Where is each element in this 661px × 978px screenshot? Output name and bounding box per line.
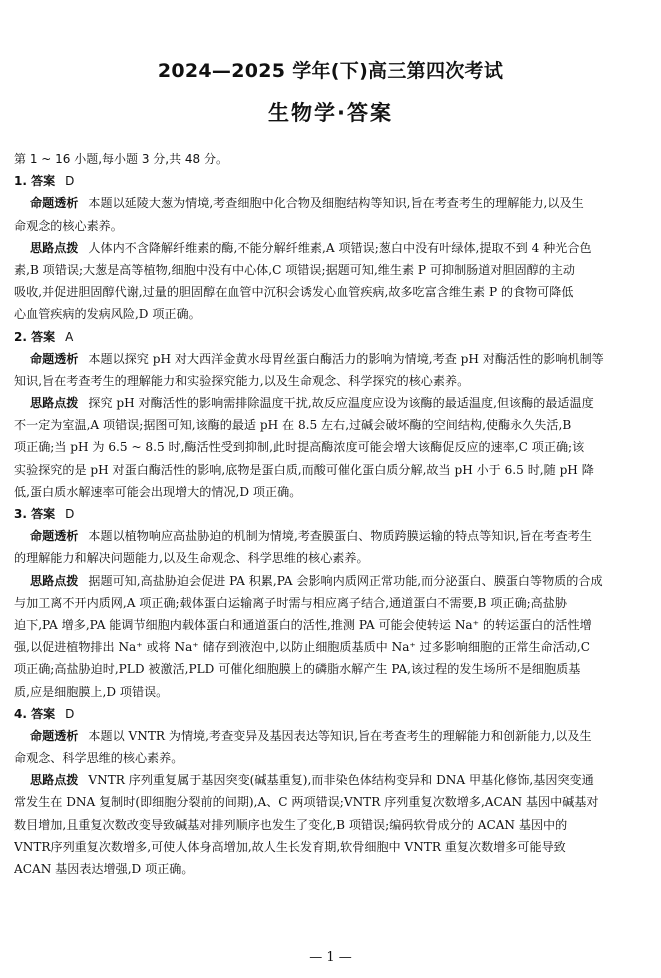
hint-line <box>14 281 648 303</box>
analysis-label: 命题透析 <box>30 529 79 544</box>
hint-text: 质,应是细胞膜上,D 项错误。 <box>14 684 169 699</box>
hint-text: 不一定为室温,A 项错误;据图可知,该酶的最适 pH 在 8.5 左右,过碱会破坏酶的空间结构,使酶永久失活,B <box>14 418 572 433</box>
analysis-text: 的理解能力和解决问题能力,以及生命观念、科学思维的核心素养。 <box>14 551 369 566</box>
hint-line <box>14 658 648 680</box>
analysis-line <box>14 192 648 214</box>
hint-text: 探究 pH 对酶活性的影响需排除温度干扰,故反应温度应设为该酶的最适温度,但该酶的最适温度 <box>88 396 594 411</box>
hint-text: 常发生在 DNA 复制时(即细胞分裂前的间期),A、C 两项错误;VNTR 序列重复次数增多,ACAN 基因中碱基对 <box>14 795 599 810</box>
hint-text: 实验探究的是 pH 对蛋白酶活性的影响,底物是蛋白质,而酸可催化蛋白质分解,故当 pH 小于 6.5 时,随 pH 降 <box>14 462 594 477</box>
question-block <box>14 703 648 881</box>
analysis-line <box>14 348 648 370</box>
analysis-line <box>14 547 648 569</box>
hint-line <box>14 237 648 259</box>
analysis-label: 命题透析 <box>30 351 79 366</box>
analysis-text: 知识,旨在考查考生的理解能力和实验探究能力,以及生命观念、科学探究的核心素养。 <box>14 373 470 388</box>
analysis-label: 命题透析 <box>30 196 79 211</box>
hint-text: 项正确;当 pH 为 6.5 ~ 8.5 时,酶活性受到抑制,此时提高酶浓度可能会增大该酶促反应的速率,C 项正确;该 <box>14 440 585 455</box>
analysis-line <box>14 370 648 392</box>
hint-line <box>14 836 648 858</box>
hint-text: VNTR 序列重复属于基因突变(碱基重复),而非染色体结构变异和 DNA 甲基化修饰,基因突变通 <box>88 773 594 788</box>
hint-line <box>14 259 648 281</box>
hint-line <box>14 570 648 592</box>
analysis-text: 本题以植物响应高盐胁迫的机制为情境,考查膜蛋白、物质跨膜运输的特点等知识,旨在考查考生 <box>88 529 592 544</box>
analysis-text: 命观念的核心素养。 <box>14 218 123 233</box>
analysis-text: 本题以探究 pH 对大西洋金黄水母胃丝蛋白酶活力的影响为情境,考查 pH 对酶活性的影响机制等 <box>88 351 604 366</box>
analysis-text: 本题以延陵大葱为情境,考查细胞中化合物及细胞结构等知识,旨在考查考生的理解能力,以及生 <box>88 196 584 211</box>
analysis-line <box>14 725 648 747</box>
hint-text: 强,以促进植物排出 Na⁺ 或将 Na⁺ 储存到液泡中,以防止细胞质基质中 Na⁺ 过多影响细胞的正常生命活动,C <box>14 640 590 655</box>
hint-text: ACAN 基因表达增强,D 项正确。 <box>14 862 194 876</box>
hint-line <box>14 681 648 703</box>
question-number-label: 3. 答案 <box>14 507 56 521</box>
question-answer-line <box>14 326 648 348</box>
answer-content <box>14 148 648 880</box>
hint-line <box>14 858 648 880</box>
hint-label: 思路点拨 <box>30 773 79 788</box>
hint-line <box>14 614 648 636</box>
question-answer-line <box>14 170 648 192</box>
hint-text: 素,B 项错误;大葱是高等植物,细胞中没有中心体,C 项错误;据题可知,维生素 P 可抑制肠道对胆固醇的主动 <box>14 262 576 277</box>
question-list <box>14 170 648 880</box>
hint-line <box>14 303 648 325</box>
analysis-text: 本题以 VNTR 为情境,考查变异及基因表达等知识,旨在考查考生的理解能力和创新能力,以及生 <box>88 728 592 743</box>
question-block <box>14 170 648 325</box>
hint-line <box>14 769 648 791</box>
hint-text: 数目增加,且重复次数改变导致碱基对排列顺序也发生了变化,B 项错误;编码软骨成分的 ACAN 基因中的 <box>14 817 568 832</box>
answer-letter: D <box>65 706 75 721</box>
hint-label: 思路点拨 <box>30 573 79 588</box>
question-answer-line <box>14 503 648 525</box>
hint-line <box>14 481 648 503</box>
hint-line <box>14 414 648 436</box>
question-block <box>14 503 648 703</box>
question-number-label: 4. 答案 <box>14 706 56 721</box>
hint-text: 据题可知,高盐胁迫会促进 PA 积累,PA 会影响内质网正常功能,而分泌蛋白、膜蛋白等物质的合成 <box>88 573 603 588</box>
hint-line <box>14 436 648 458</box>
question-answer-line <box>14 703 648 725</box>
hint-text: 心血管疾病的发病风险,D 项正确。 <box>14 307 201 322</box>
section-note: 第 1 ~ 16 小题,每小题 3 分,共 48 分。 <box>14 152 229 166</box>
hint-text: 项正确;高盐胁迫时,PLD 被激活,PLD 可催化细胞膜上的磷脂水解产生 PA,该过程的发生场所不是细胞质基 <box>14 662 581 677</box>
hint-line <box>14 636 648 658</box>
analysis-label: 命题透析 <box>30 728 79 743</box>
page-title: 2024—2025 学年(下)高三第四次考试 <box>157 60 504 82</box>
hint-text: 人体内不含降解纤维素的酶,不能分解纤维素,A 项错误;葱白中没有叶绿体,提取不到 4 种光合色 <box>88 240 592 255</box>
hint-line <box>14 791 648 813</box>
answer-letter: D <box>65 507 75 521</box>
analysis-line <box>14 747 648 769</box>
answer-letter: A <box>65 329 74 344</box>
question-block <box>14 326 648 504</box>
analysis-text: 命观念、科学思维的核心素养。 <box>14 751 184 766</box>
answer-letter: D <box>65 174 75 189</box>
hint-line <box>14 814 648 836</box>
analysis-line <box>14 525 648 547</box>
question-number-label: 1. 答案 <box>14 174 56 189</box>
hint-line <box>14 459 648 481</box>
hint-text: 与加工离不开内质网,A 项正确;载体蛋白运输离子时需与相应离子结合,通道蛋白不需要,B 项正确;高盐胁 <box>14 595 567 610</box>
hint-text: VNTR序列重复次数增多,可使人体身高增加,故人生长发育期,软骨细胞中 VNTR 重复次数增多可能导致 <box>14 839 566 854</box>
hint-text: 低,蛋白质水解速率可能会出现增大的情况,D 项正确。 <box>14 484 302 499</box>
hint-text: 迫下,PA 增多,PA 能调节细胞内载体蛋白和通道蛋白的活性,推测 PA 可能会使转运 Na⁺ 的转运蛋白的活性增 <box>14 617 592 632</box>
hint-label: 思路点拨 <box>30 396 79 411</box>
question-number-label: 2. 答案 <box>14 329 56 344</box>
page-subtitle: 生物学·答案 <box>268 101 393 125</box>
hint-line <box>14 592 648 614</box>
page-number: — 1 — <box>309 950 352 965</box>
analysis-line <box>14 215 648 237</box>
hint-text: 吸收,并促进胆固醇代谢,过量的胆固醇在血管中沉积会诱发心血管疾病,故多吃富含维生素 P 的食物可降低 <box>14 285 574 300</box>
hint-line <box>14 392 648 414</box>
hint-label: 思路点拨 <box>30 240 79 255</box>
